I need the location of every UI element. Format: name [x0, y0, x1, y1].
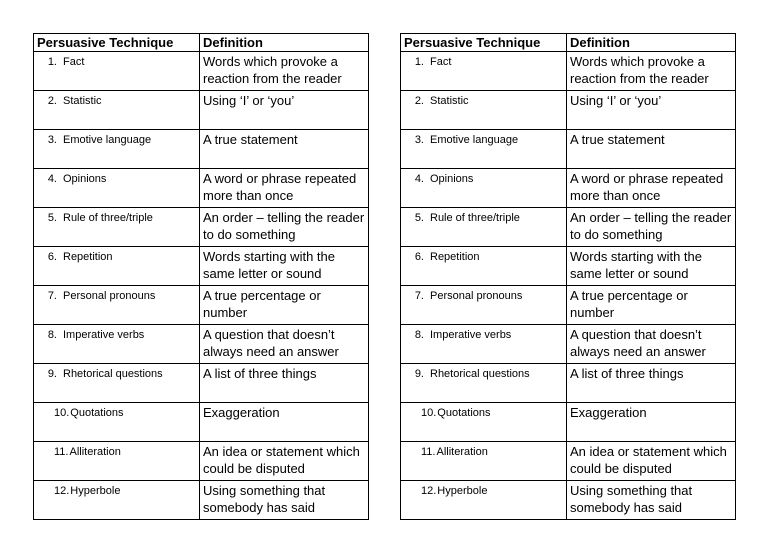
- technique-number: 3.: [47, 134, 57, 146]
- technique-label: Emotive language: [63, 134, 152, 146]
- definition-cell: A question that doesn’t always need an answer: [200, 325, 369, 364]
- technique-cell: [401, 442, 567, 481]
- technique-cell: [34, 481, 200, 520]
- technique-cell: [34, 403, 200, 442]
- technique-cell: [34, 130, 200, 169]
- definition-cell: An idea or statement which could be disputed: [567, 442, 736, 481]
- definition-cell: A question that doesn’t always need an answer: [567, 325, 736, 364]
- worksheet-table-left: [33, 33, 369, 520]
- technique-label: Personal pronouns: [63, 290, 156, 302]
- technique-cell: [34, 442, 200, 481]
- table-header-row: [34, 34, 369, 52]
- technique-label: Fact: [430, 56, 452, 68]
- table-row: [401, 364, 736, 403]
- technique-number: 5.: [47, 212, 57, 224]
- worksheet-table-right: [400, 33, 736, 520]
- definition-cell: A list of three things: [200, 364, 369, 403]
- definition-cell: Using something that somebody has said: [567, 481, 736, 520]
- technique-number: 8.: [47, 329, 57, 341]
- technique-label: Repetition: [430, 251, 480, 263]
- technique-number: 4.: [414, 173, 424, 185]
- technique-label: Emotive language: [430, 134, 519, 146]
- definition-cell: Using ‘I’ or ‘you’: [200, 91, 369, 130]
- table-row: [34, 481, 369, 520]
- table-row: [401, 91, 736, 130]
- technique-cell: [34, 364, 200, 403]
- technique-label: Opinions: [63, 173, 107, 185]
- definition-cell: A word or phrase repeated more than once: [200, 169, 369, 208]
- table-row: [34, 247, 369, 286]
- technique-label: Rule of three/triple: [63, 212, 153, 224]
- table-row: [401, 325, 736, 364]
- definition-cell: A true percentage or number: [200, 286, 369, 325]
- technique-label: Imperative verbs: [63, 329, 145, 341]
- table-row: [401, 286, 736, 325]
- technique-label: Statistic: [430, 95, 469, 107]
- technique-label: Quotations: [437, 407, 491, 419]
- technique-number: 9.: [414, 368, 424, 380]
- definition-cell: A true percentage or number: [567, 286, 736, 325]
- table-row: [401, 247, 736, 286]
- table-row: [34, 169, 369, 208]
- technique-label: Repetition: [63, 251, 113, 263]
- technique-cell: [34, 52, 200, 91]
- column-header-technique: Persuasive Technique: [401, 34, 567, 52]
- technique-cell: [34, 91, 200, 130]
- technique-label: Fact: [63, 56, 85, 68]
- definition-cell: A true statement: [567, 130, 736, 169]
- technique-label: Alliteration: [436, 446, 488, 458]
- technique-label: Rhetorical questions: [430, 368, 530, 380]
- definition-cell: Words which provoke a reaction from the reader: [200, 52, 369, 91]
- technique-cell: [401, 364, 567, 403]
- column-header-definition: Definition: [567, 34, 736, 52]
- technique-cell: [34, 208, 200, 247]
- technique-label: Quotations: [70, 407, 124, 419]
- technique-label: Rhetorical questions: [63, 368, 163, 380]
- technique-cell: [401, 130, 567, 169]
- technique-cell: [401, 403, 567, 442]
- definition-cell: Exaggeration: [200, 403, 369, 442]
- technique-number: 6.: [47, 251, 57, 263]
- technique-cell: [401, 481, 567, 520]
- technique-cell: [34, 325, 200, 364]
- technique-label: Imperative verbs: [430, 329, 512, 341]
- definition-cell: An order – telling the reader to do something: [200, 208, 369, 247]
- column-header-technique: Persuasive Technique: [34, 34, 200, 52]
- technique-cell: [401, 52, 567, 91]
- technique-number: 11.: [421, 446, 436, 458]
- technique-number: 11.: [54, 446, 69, 458]
- technique-number: 6.: [414, 251, 424, 263]
- technique-cell: [401, 91, 567, 130]
- technique-number: 1.: [47, 56, 57, 68]
- column-header-definition: Definition: [200, 34, 369, 52]
- technique-cell: [34, 247, 200, 286]
- technique-number: 4.: [47, 173, 57, 185]
- definition-cell: A list of three things: [567, 364, 736, 403]
- table-row: [401, 403, 736, 442]
- technique-number: 10.: [421, 407, 437, 419]
- technique-number: 7.: [47, 290, 57, 302]
- technique-number: 2.: [414, 95, 424, 107]
- definition-cell: Using something that somebody has said: [200, 481, 369, 520]
- definition-cell: Using ‘I’ or ‘you’: [567, 91, 736, 130]
- table-row: [401, 442, 736, 481]
- technique-number: 10.: [54, 407, 70, 419]
- table-row: [34, 403, 369, 442]
- technique-number: 12.: [54, 485, 70, 497]
- technique-label: Rule of three/triple: [430, 212, 520, 224]
- technique-cell: [401, 286, 567, 325]
- table-row: [34, 208, 369, 247]
- table-row: [401, 208, 736, 247]
- table-header-row: [401, 34, 736, 52]
- technique-number: 1.: [414, 56, 424, 68]
- technique-cell: [401, 325, 567, 364]
- technique-label: Alliteration: [69, 446, 121, 458]
- definition-cell: Words starting with the same letter or sound: [567, 247, 736, 286]
- technique-number: 3.: [414, 134, 424, 146]
- technique-number: 12.: [421, 485, 437, 497]
- definition-cell: A true statement: [200, 130, 369, 169]
- table-row: [401, 481, 736, 520]
- technique-number: 5.: [414, 212, 424, 224]
- technique-label: Statistic: [63, 95, 102, 107]
- table-row: [401, 52, 736, 91]
- technique-cell: [401, 169, 567, 208]
- technique-cell: [401, 247, 567, 286]
- technique-label: Personal pronouns: [430, 290, 523, 302]
- definition-cell: Exaggeration: [567, 403, 736, 442]
- technique-number: 9.: [47, 368, 57, 380]
- definition-cell: An idea or statement which could be disputed: [200, 442, 369, 481]
- technique-cell: [34, 169, 200, 208]
- technique-label: Opinions: [430, 173, 474, 185]
- definition-cell: A word or phrase repeated more than once: [567, 169, 736, 208]
- table-row: [34, 130, 369, 169]
- table-row: [34, 364, 369, 403]
- technique-label: Hyperbole: [70, 485, 121, 497]
- table-row: [34, 91, 369, 130]
- technique-number: 7.: [414, 290, 424, 302]
- definition-cell: Words starting with the same letter or sound: [200, 247, 369, 286]
- table-row: [34, 325, 369, 364]
- definition-cell: Words which provoke a reaction from the reader: [567, 52, 736, 91]
- definition-cell: An order – telling the reader to do something: [567, 208, 736, 247]
- technique-number: 8.: [414, 329, 424, 341]
- technique-label: Hyperbole: [437, 485, 488, 497]
- technique-cell: [401, 208, 567, 247]
- table-row: [34, 442, 369, 481]
- technique-cell: [34, 286, 200, 325]
- technique-number: 2.: [47, 95, 57, 107]
- table-row: [401, 130, 736, 169]
- table-row: [34, 286, 369, 325]
- table-row: [401, 169, 736, 208]
- table-row: [34, 52, 369, 91]
